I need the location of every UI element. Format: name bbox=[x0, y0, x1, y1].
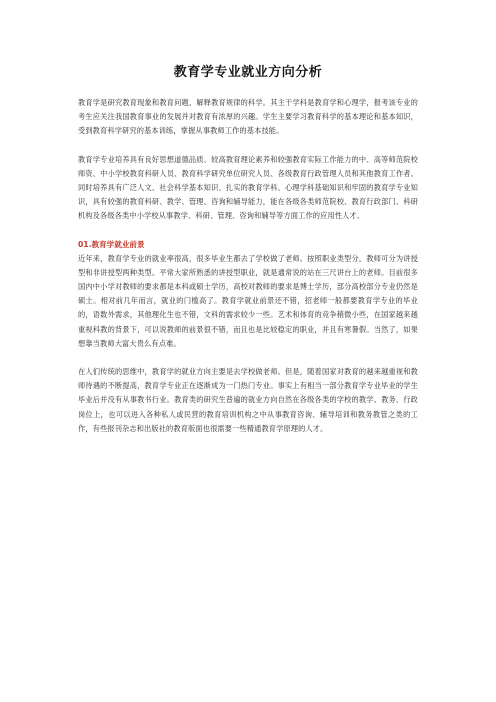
section-heading: 01.教育学就业前景 bbox=[78, 239, 145, 249]
career-paragraph: 在人们传统的思维中，教育学的就业方向主要是去学校做老师。但是，随着国家对教育的越来越重视和教师待遇的不断提高，教育学专业正在逐渐成为一门热门专业。事实上有相当一部分教育学专业毕业的学生毕业后并没有从事教书行业。教育类的研究生普遍的就业方向自然在各级各类的学校的教学、教务、行政岗位上，也可以进入各种私人或民营的教育培训机构之中从事教育咨询、辅导培训和教务教管之类的工作，有些报刊杂志和出版社的教育版面也很需要一些精通教育学原理的人才。 bbox=[78, 367, 418, 433]
paragraph-gap bbox=[78, 139, 418, 153]
intro-paragraph: 教育学是研究教育现象和教育问题、解释教育规律的科学。其主干学科是教育学和心理学，报考该专业的考生应关注我国教育事业的发展并对教育有浓厚的兴趣。学生主要学习教育科学的基本理论和基本知识，受到教育科学研究的基本训练，掌握从事教师工作的基本技能。 bbox=[78, 98, 418, 136]
paragraph-gap bbox=[78, 224, 418, 238]
training-paragraph: 教育学专业培养具有良好思想道德品质、较高教育理论素养和较强教育实际工作能力的中、高等师范院校师资、中小学校教育科研人员、教育科学研究单位研究人员、各级教育行政管理人员和其他教育工作者。同时培养具有广泛人文、社会科学基本知识、扎实的教育学科、心理学科基础知识和牢固的教育学专业知识，具有较强的教育科研、教学、管理、咨询和辅导能力，能在各级各类师范院校、教育行政部门、科研机构及各级各类中小学校从事教学、科研、管理、咨询和辅导等方面工作的应用性人才。 bbox=[78, 154, 418, 221]
document-title: 教育学专业就业方向分析 bbox=[173, 65, 323, 80]
paragraph-gap bbox=[78, 351, 418, 365]
prospects-paragraph: 近年来，教育学专业的就业率很高，很多毕业生都去了学校做了老师。按照职业类型分，教师可分为讲授型和非讲授型两种类型。平常大家所熟悉的讲授型职业，就是通常说的站在三尺讲台上的老师。目前很多国内中小学对教师的要求都是本科或硕士学历，高校对教师的要求是博士学历，部分高校部分专业仍然是硕士。相对前几年而言，就业的门槛高了。教育学就业前景还不错，招老师一般都要教育学专业的毕业的，语数外需求，其他理化生也不错，文科的需求较少一些。艺术和体育的竞争稍微小些，在国家越来越重视科教的背景下，可以说教师的前景很不错，而且也是比较稳定的职业，并且有寒暑假。当然了，如果想靠当教师大富大贵么有点难。 bbox=[78, 253, 418, 348]
